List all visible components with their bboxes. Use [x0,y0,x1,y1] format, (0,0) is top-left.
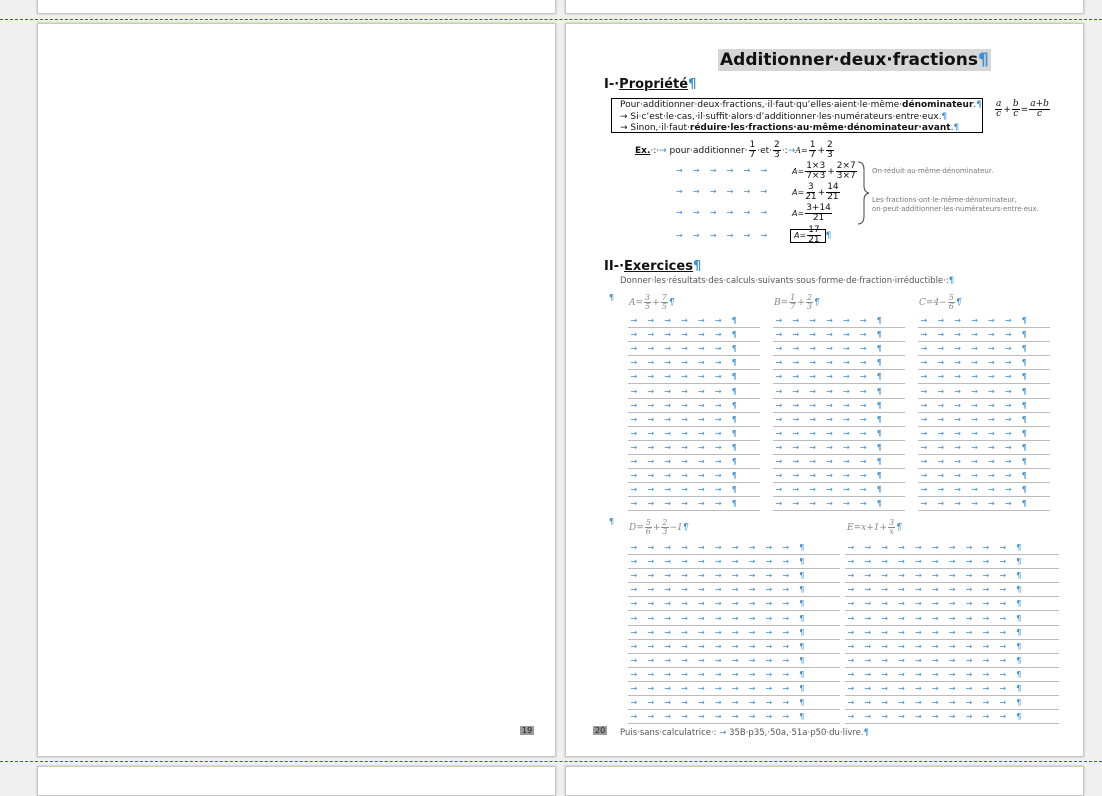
answer-line: → → → → → → ¶ [918,469,1050,483]
answer-line: → → → → → → ¶ [773,441,905,455]
exercise-b: B= $\frac{1}{7}$ + $\frac{2}{3}$ ¶ [774,293,820,311]
page-21-top [37,766,556,796]
answer-line: → → → → → → → → → → ¶ [845,583,1059,597]
answer-line: → → → → → → ¶ [628,497,760,511]
page-22-top [565,766,1084,796]
footer-note: Puis·sans·calculatrice·: → 35B·p35,·50a,·51a·p50·du·livre.¶ [620,728,870,738]
answer-line: → → → → → → → → → → ¶ [845,626,1059,640]
answer-line: → → → → → → → → → → ¶ [845,710,1059,724]
answer-line: → → → → → → ¶ [918,427,1050,441]
answer-line: → → → → → → → → → → ¶ [628,640,840,654]
answer-line: → → → → → → → → → → ¶ [628,612,840,626]
answer-line: → → → → → → ¶ [918,413,1050,427]
section-2-heading: II-·Exercices¶ [604,259,702,274]
answer-line: → → → → → → → → → → ¶ [845,654,1059,668]
answer-line: → → → → → → ¶ [918,370,1050,384]
answer-line: → → → → → → ¶ [628,385,760,399]
answer-line: → → → → → → ¶ [773,314,905,328]
answer-line: → → → → → → ¶ [918,328,1050,342]
answer-line: → → → → → → ¶ [773,483,905,497]
answer-line: → → → → → → → → → → ¶ [628,668,840,682]
exercise-e: E=x+1+ $\frac{3}{x}$ ¶ [847,518,902,536]
answer-line: → → → → → → ¶ [918,455,1050,469]
answer-line: → → → → → → → → → → ¶ [628,569,840,583]
tab-arrows-4: → → → → → → [676,231,768,240]
answer-line: → → → → → → ¶ [773,497,905,511]
answer-line: → → → → → → ¶ [773,427,905,441]
note-reduce: On·réduit·au·même·dénominateur. [872,167,994,175]
answer-line: → → → → → → → → → → ¶ [845,612,1059,626]
answer-line: → → → → → → → → → → ¶ [845,668,1059,682]
page-break-top [0,19,1102,20]
answer-line: → → → → → → ¶ [628,413,760,427]
answer-line: → → → → → → ¶ [918,399,1050,413]
answer-line: → → → → → → → → → → ¶ [845,597,1059,611]
answer-line: → → → → → → ¶ [918,483,1050,497]
example-step-2: A= $\frac{1\times 3}{7\times 3}$ + $\frac{2\times 7}{3\times 7}$ [792,161,856,181]
instructions: Donner·les·résultats·des·calculs·suivants·sous·forme·de·fraction·irréductible·:¶ [620,276,955,286]
answer-line: → → → → → → ¶ [773,455,905,469]
section-1-heading: I-·Propriété¶ [604,77,697,92]
answer-line: → → → → → → ¶ [628,469,760,483]
page-left [37,23,556,757]
exercise-d: D= $\frac{5}{6}$ + $\frac{2}{3}$ −1¶ [629,518,689,536]
answer-line: → → → → → → → → → → ¶ [628,696,840,710]
answer-line: → → → → → → → → → → ¶ [845,555,1059,569]
answer-line: → → → → → → ¶ [918,342,1050,356]
answer-line: → → → → → → → → → → ¶ [845,640,1059,654]
answer-line: → → → → → → ¶ [773,342,905,356]
answer-line: → → → → → → ¶ [918,385,1050,399]
example-step-4: A= $\frac{3+14}{21}$ [792,203,831,223]
brace [856,160,870,226]
answer-line: → → → → → → → → → → ¶ [628,626,840,640]
tab-arrows-2: → → → → → → [676,187,768,196]
answer-line: → → → → → → ¶ [628,399,760,413]
answer-line: → → → → → → → → → → ¶ [628,555,840,569]
page-18-bottom [37,0,556,14]
answer-line: → → → → → → → → → → ¶ [845,541,1059,555]
answer-line: → → → → → → → → → → ¶ [628,597,840,611]
addition-formula: $\frac{a}{c}$ + $\frac{b}{c}$ = $\frac{a+b}{c}$ [996,99,1049,119]
pilcrow-2: ¶ [609,517,615,526]
pilcrow-1: ¶ [609,293,615,302]
answer-line: → → → → → → ¶ [628,356,760,370]
answer-line: → → → → → → ¶ [918,356,1050,370]
tab-arrows-1: → → → → → → [676,166,768,175]
answer-line: → → → → → → → → → → ¶ [845,569,1059,583]
answer-line: → → → → → → ¶ [628,328,760,342]
answer-line: → → → → → → ¶ [628,441,760,455]
page-title: Additionner·deux·fractions¶ [720,50,989,70]
page-number-left: 19 [522,726,533,735]
answer-line: → → → → → → → → → → ¶ [628,682,840,696]
answer-line: → → → → → → → → → → ¶ [845,696,1059,710]
answer-line: → → → → → → → → → → ¶ [628,710,840,724]
exercise-c: C=4− $\frac{5}{6}$ ¶ [919,293,962,311]
answer-line: → → → → → → ¶ [773,399,905,413]
property-box: Pour·additionner·deux·fractions,·il·faut·qu’elles·aient·le·même·dénominateur.¶ → Si·c’est·le·cas,·il·suffit·alors·d’additionner·les·numérateurs·entre·eux.¶ → Sinon,·il·faut·réduire·les·fractions·au·même·dénominateur·avant.¶ [611,98,983,133]
answer-line: → → → → → → ¶ [628,370,760,384]
answer-line: → → → → → → ¶ [628,483,760,497]
example-step-3: A= $\frac{3}{21}$ + $\frac{14}{21}$ [792,182,839,202]
answer-line: → → → → → → ¶ [918,497,1050,511]
note-same-denominator: Les·fractions·ont·le·même·dénominateur, on·peut·additionner·les·numérateurs·entre·eux. [872,196,1039,213]
tab-arrows-3: → → → → → → [676,208,768,217]
exercise-a: A= $\frac{3}{5}$ + $\frac{7}{5}$ ¶ [629,293,675,311]
answer-line: → → → → → → ¶ [773,385,905,399]
answer-line: → → → → → → → → → → ¶ [628,654,840,668]
answer-line: → → → → → → ¶ [918,314,1050,328]
answer-line: → → → → → → → → → → ¶ [845,682,1059,696]
page-number-right: 20 [595,726,606,735]
answer-line: → → → → → → ¶ [918,441,1050,455]
answer-line: → → → → → → ¶ [628,314,760,328]
answer-line: → → → → → → ¶ [773,328,905,342]
page-19-prev-bottom [565,0,1084,14]
example-result: A= $\frac{17}{21}$ ¶ [790,226,831,245]
answer-line: → → → → → → ¶ [773,413,905,427]
page-break-bottom [0,761,1102,762]
answer-line: → → → → → → → → → → ¶ [628,583,840,597]
answer-line: → → → → → → ¶ [773,370,905,384]
answer-line: → → → → → → ¶ [773,469,905,483]
example-line: Ex.·:·→ pour·additionner· $\frac{1}{7}$ ·et· $\frac{2}{3}$ ·:→A= $\frac{1}{7}$ + $\frac{2}{3}$ [635,140,833,160]
answer-line: → → → → → → ¶ [628,455,760,469]
answer-line: → → → → → → ¶ [773,356,905,370]
answer-line: → → → → → → ¶ [628,427,760,441]
answer-line: → → → → → → → → → → ¶ [628,541,840,555]
answer-line: → → → → → → ¶ [628,342,760,356]
